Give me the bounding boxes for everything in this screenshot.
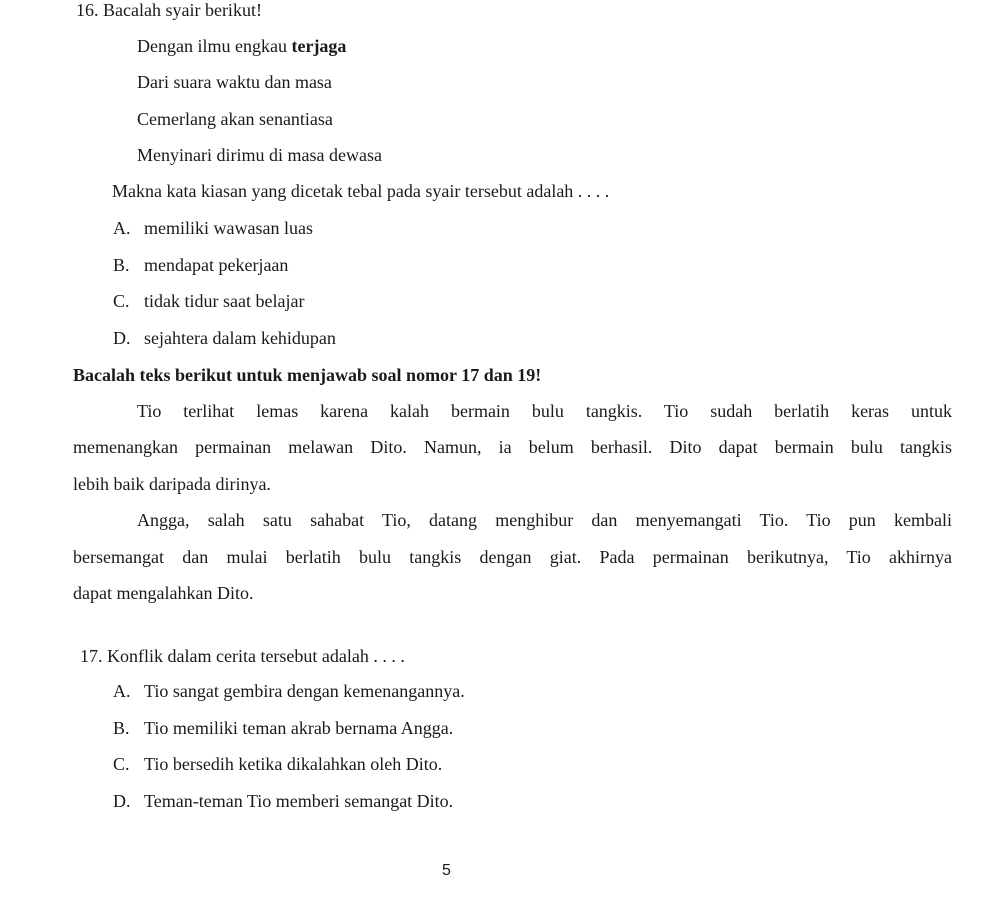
option-label: A. [113, 681, 131, 701]
page-number: 5 [442, 862, 451, 879]
question-16-option-b[interactable] [113, 256, 288, 274]
poem-line-1 [137, 37, 346, 55]
question-17-option-d[interactable] [113, 792, 453, 810]
question-16-option-d[interactable] [113, 329, 336, 347]
option-text: memiliki wawasan luas [144, 218, 313, 238]
poem-line-4: Menyinari dirimu di masa dewasa [137, 145, 382, 165]
option-text: Tio memiliki teman akrab bernama Angga. [144, 718, 454, 738]
paragraph-1-line-3: lebih baik daripada dirinya. [73, 474, 271, 494]
question-17-option-a[interactable] [113, 682, 465, 700]
option-label: B. [113, 718, 130, 738]
option-label: C. [113, 754, 130, 774]
option-label: D. [113, 328, 131, 348]
option-text: Teman-teman Tio memberi semangat Dito. [144, 791, 454, 811]
poem-line-1-text: Dengan ilmu engkau [137, 36, 292, 56]
question-17-option-c[interactable] [113, 755, 442, 773]
option-text: sejahtera dalam kehidupan [144, 328, 336, 348]
paragraph-2-line-3: dapat mengalahkan Dito. [73, 583, 254, 603]
question-16-option-c[interactable] [113, 292, 304, 310]
poem-bold-word: terjaga [291, 36, 347, 56]
question-16-heading: 16. Bacalah syair berikut! [76, 0, 262, 20]
option-text: mendapat pekerjaan [144, 255, 289, 275]
question-17-heading: 17. Konflik dalam cerita tersebut adalah . . . . [80, 646, 405, 666]
question-17-option-b[interactable] [113, 719, 453, 737]
option-text: Tio bersedih ketika dikalahkan oleh Dito. [144, 754, 443, 774]
paragraph-1-line-2: memenangkan permainan melawan Dito. Namun, ia belum berhasil. Dito dapat bermain bulu tangkis [73, 437, 952, 457]
poem-line-2: Dari suara waktu dan masa [137, 72, 332, 92]
option-label: D. [113, 791, 131, 811]
paragraph-2-line-2: bersemangat dan mulai berlatih bulu tangkis dengan giat. Pada permainan berikutnya, Tio akhirnya [73, 547, 952, 567]
question-16-option-a[interactable] [113, 219, 313, 237]
option-label: A. [113, 218, 131, 238]
option-text: Tio sangat gembira dengan kemenangannya. [144, 681, 465, 701]
option-label: B. [113, 255, 130, 275]
passage-instruction: Bacalah teks berikut untuk menjawab soal nomor 17 dan 19! [73, 365, 542, 385]
poem-line-3: Cemerlang akan senantiasa [137, 109, 333, 129]
option-label: C. [113, 291, 130, 311]
question-16-prompt: Makna kata kiasan yang dicetak tebal pada syair tersebut adalah . . . . [112, 181, 610, 201]
paragraph-2-line-1: Angga, salah satu sahabat Tio, datang menghibur dan menyemangati Tio. Tio pun kembali [137, 510, 952, 530]
option-text: tidak tidur saat belajar [144, 291, 305, 311]
paragraph-1-line-1: Tio terlihat lemas karena kalah bermain bulu tangkis. Tio sudah berlatih keras untuk [137, 401, 952, 421]
